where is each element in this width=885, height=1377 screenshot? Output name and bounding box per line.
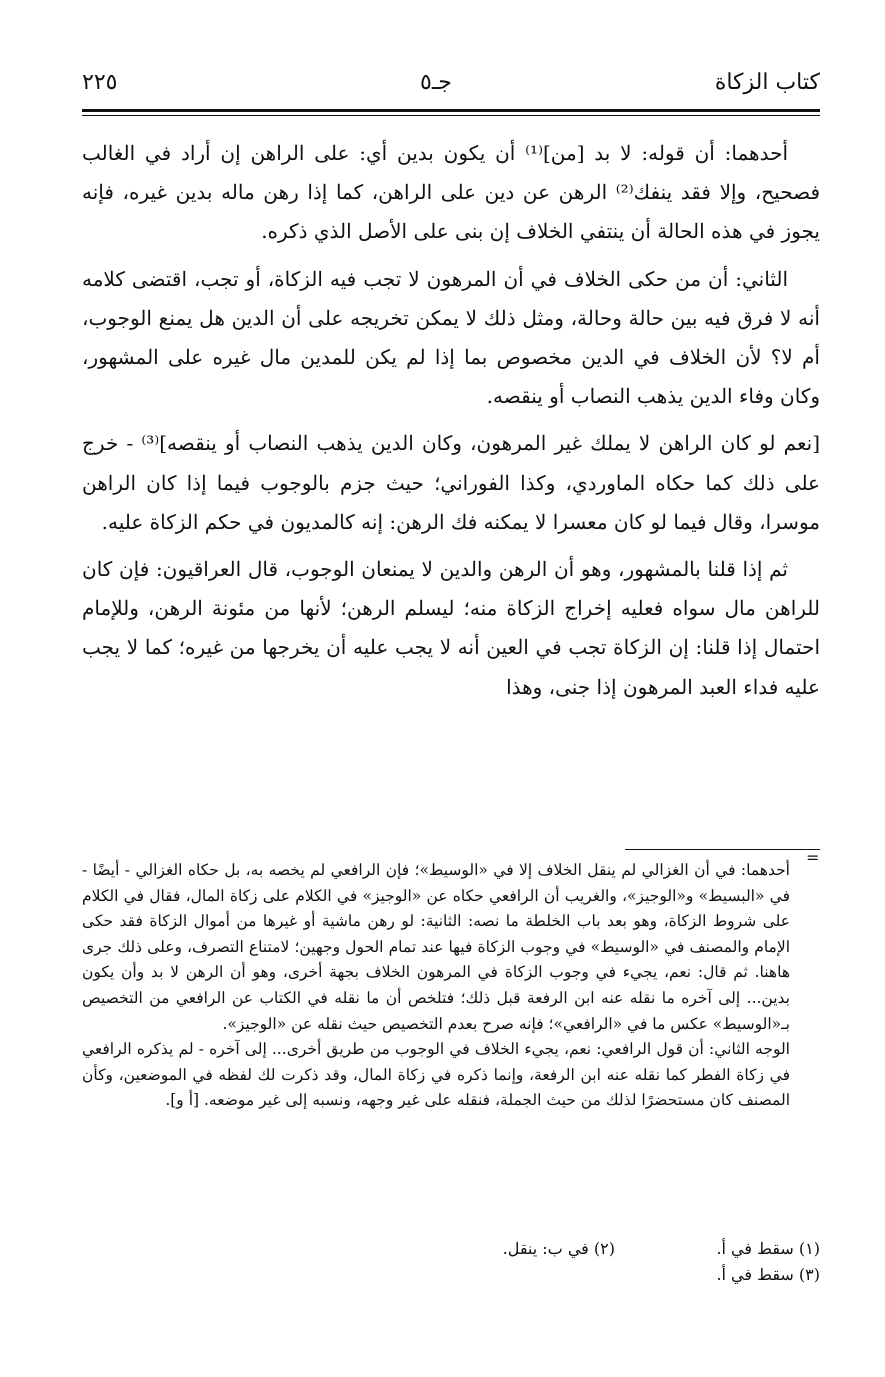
continued-footnote	[82, 858, 790, 1114]
header-rule-thin	[82, 115, 820, 116]
running-head	[82, 70, 820, 110]
footnote-text: في ب: ينقل.	[502, 1239, 589, 1258]
volume-label: جـ٥	[420, 70, 452, 95]
footnote-list	[82, 1236, 820, 1288]
footnote-3	[716, 1262, 820, 1288]
paragraph-iraqis: ثم إذا قلنا بالمشهور، وهو أن الرهن والدين لا يمنعان الوجوب، قال العراقيون: فإن كان للراهن مال سواه فعليه إخراج الزكاة منه؛ ليسلم الرهن؛ لأنها من مئونة الرهن، وللإمام احتمال إذا قلنا: إن الزكاة تجب في العين أنه لا يجب عليه أن يخرجها من غيره؛ كما لا يجب عليه فداء العبد المرهون إذا جنى، وهذا	[82, 557, 820, 699]
footnote-text: سقط في أ.	[716, 1265, 794, 1284]
footnote-separator	[625, 849, 820, 850]
footnote-1	[716, 1236, 820, 1262]
header-rule-thick	[82, 109, 820, 112]
paragraph-first-point: أحدهما: أن قوله: لا بد [من]⁽¹⁾ أن يكون بدين أي: على الراهن إن أراد في الغالب فصحيح، وإلا فقد ينفك⁽²⁾ الرهن عن دين على الراهن، كما إذا رهن ماله بدين غيره، فإنه يجوز في هذه الحالة أن ينتفي الخلاف إن بنى على الأصل الذي ذكره.	[82, 141, 821, 244]
footnote-first-aspect: أحدهما: في أن الغزالي لم ينقل الخلاف إلا في «الوسيط»؛ فإن الرافعي لم يخصه به، بل حكاه الغزالي - أيضًا - في «البسيط» و«الوجيز»، والغريب أن الرافعي حكاه عن «الوجيز» في الكلام على زكاة المال، فقال في الكلام على شروط الزكاة، وهو بعد باب الخلطة ما نصه: الثانية: لو رهن ماشية أو غيرها من أموال الزكاة فقد حكى الإمام والمصنف في «الوسيط» في وجوب الزكاة فيها عند تمام الحول وجهين؛ لامتناع التصرف، وعلى ذلك جرى هاهنا. ثم قال: نعم، يجيء في وجوب الزكاة في المرهون الخلاف بجهة أخرى، وهو أن الرهن لا بد وأن يكون بدين... إلى آخره ما نقله عنه ابن الرفعة قبل ذلك؛ فتلخص أن ما نقله في الكتاب عن الرافعي من التخصيص بـ«الوسيط» عكس ما في «الرافعي»؛ فإنه صرح بعدم التخصيص حيث نقله عن «الوجيز».	[82, 861, 790, 1033]
footnote-number: (٢)	[593, 1239, 615, 1258]
footnote-2	[503, 1236, 615, 1262]
page-number: ٢٢٥	[82, 70, 118, 95]
paragraph-second-point: الثاني: أن من حكى الخلاف في أن المرهون لا تجب فيه الزكاة، أو تجب، اقتضى كلامه أنه لا فرق فيه بين حالة وحالة، ومثل ذلك لا يمكن تخريجه على أن الدين هل يمنع الوجوب، أم لا؟ لأن الخلاف في الدين مخصوص بما إذا لم يكن للمدين مال غيره على المشهور، وكان وفاء الدين يذهب النصاب أو ينقصه.	[82, 266, 820, 409]
paragraph-bracketed: [نعم لو كان الراهن لا يملك غير المرهون، وكان الدين يذهب النصاب أو ينقصه]⁽³⁾ - خرج على ذلك كما حكاه الماوردي، وكذا الفوراني؛ حيث جزم بالوجوب فيما إذا كان الراهن موسرا، وقال فيما لو كان معسرا لا يمكنه فك الرهن: إنه كالمديون في حكم الزكاة عليه.	[82, 431, 821, 534]
footnote-row	[82, 1236, 820, 1262]
footnote-number: (٣)	[798, 1265, 820, 1284]
footnote-row	[82, 1262, 820, 1288]
footnote-continuation-mark: =	[806, 848, 820, 867]
footnote-text: سقط في أ.	[716, 1239, 794, 1258]
footnote-second-aspect: الوجه الثاني: أن قول الرافعي: نعم، يجيء الخلاف في الوجوب من طريق أخرى... إلى آخره - لم يذكره الرافعي في زكاة الفطر كما نقله عنه ابن الرفعة، وإنما ذكره في زكاة المال، وقد ذكرت لك لفظه في الموضعين، وكأن المصنف كان مستحضرًا لذلك من حيث الجملة، فنقله على غير وجهه، ونسبه إلى غير موضعه. [أ و].	[82, 1040, 790, 1110]
book-title: كتاب الزكاة	[714, 70, 820, 95]
main-text	[82, 134, 820, 715]
footnote-number: (١)	[798, 1239, 820, 1258]
